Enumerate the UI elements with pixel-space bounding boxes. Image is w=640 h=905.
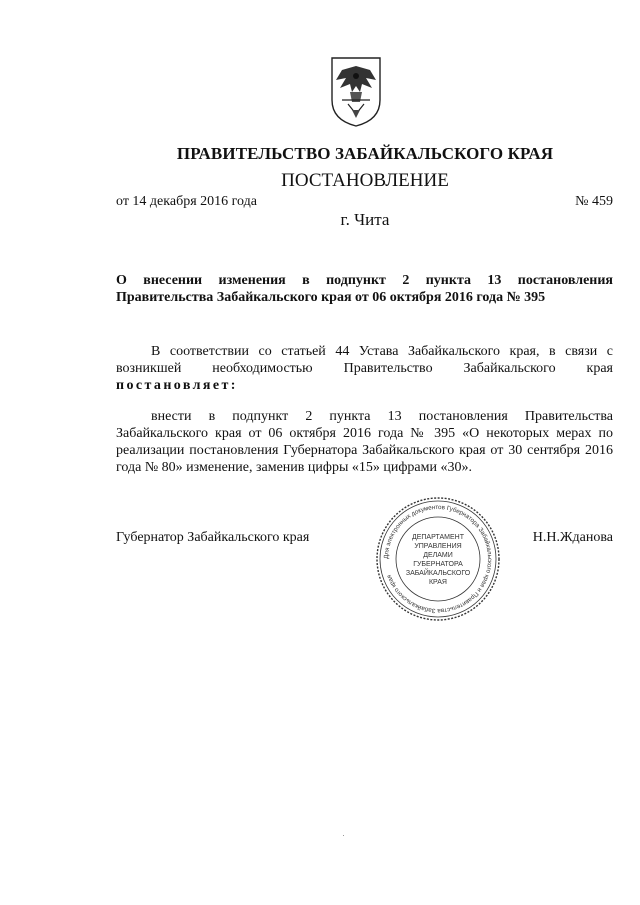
- stamp-line-1: ДЕПАРТАМЕНТ: [411, 534, 465, 541]
- resolves-word: постановляет:: [116, 378, 238, 393]
- subject-line-2: Правительства Забайкальского края от 06 октября 2016 года № 395: [116, 290, 546, 305]
- document-city: г. Чита: [340, 210, 390, 229]
- official-stamp: [374, 495, 502, 623]
- stamp-line-3: ДЕЛАМИ: [423, 552, 453, 559]
- document-type: ПОСТАНОВЛЕНИЕ: [281, 170, 449, 191]
- coat-of-arms-emblem: [328, 56, 384, 128]
- resolution-paragraph: внести в подпункт 2 пункта 13 постановления Правительства Забайкальского края от 06 октября 2016 года № 395 «О некоторых мерах по реализации постановления Губернатора Забайкальского края от 30 сентября 2016 года № 80» изменение, заменив цифры «15» цифрами «30».: [116, 409, 613, 475]
- preamble-line-2: возникшей необходимостью Правительство Забайкальского края: [116, 361, 613, 376]
- preamble-line-1: В соответствии со статьей 44 Устава Забайкальского края, в связи с: [151, 344, 613, 359]
- svg-text:Для электронных документов Губ: [383, 504, 493, 614]
- stamp-line-4: ГУБЕРНАТОРА: [413, 561, 463, 568]
- document-subject: [116, 272, 613, 306]
- organization-name: ПРАВИТЕЛЬСТВО ЗАБАЙКАЛЬСКОГО КРАЯ: [176, 144, 554, 163]
- stamp-line-2: УПРАВЛЕНИЯ: [414, 543, 462, 550]
- document-date: от 14 декабря 2016 года: [116, 194, 257, 209]
- signatory-title: Губернатор Забайкальского края: [116, 530, 310, 545]
- page-mark: [343, 835, 344, 836]
- preamble-paragraph: [116, 343, 613, 394]
- stamp-line-6: КРАЯ: [428, 579, 448, 586]
- document-number: № 459: [575, 194, 613, 209]
- stamp-ring-text: Для электронных документов Губернатора Забайкальского края и Правительства Забайкальского края: [382, 503, 494, 615]
- stamp-line-5: ЗАБАЙКАЛЬСКОГО: [405, 570, 471, 577]
- signatory-name: Н.Н.Жданова: [532, 530, 613, 545]
- subject-line-1: О внесении изменения в подпункт 2 пункта 13 постановления: [116, 273, 613, 288]
